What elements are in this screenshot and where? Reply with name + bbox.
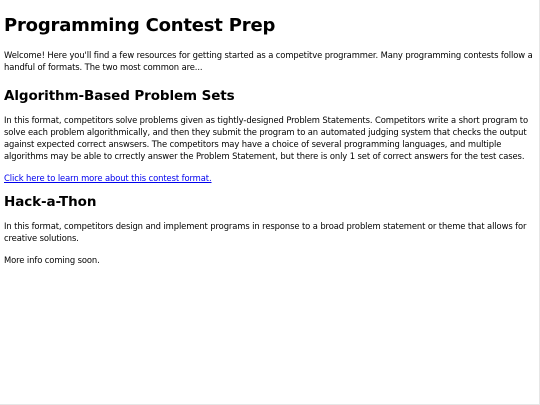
algorithm-section-description: In this format, competitors solve problems given as tightly-designed Problem Statements. Competitors write a short program to solve each problem algorithmically, and then they submit the program to an automated judging system that checks the output against expected correct answsers. The competitors may have a choice of several programming languages, and multiple algorithms may be able to crrectly answer the Problem Statement, but there is only 1 set of correct answers for the test cases. (4, 114, 528, 162)
hackathon-more-info: More info coming soon. (4, 254, 100, 265)
algorithm-link-paragraph (4, 172, 535, 184)
hackathon-section-heading: Hack-a-Thon (4, 194, 97, 211)
algorithm-section-heading: Algorithm-Based Problem Sets (4, 87, 235, 104)
learn-more-link[interactable]: Click here to learn more about this contest format. (4, 172, 212, 183)
intro-paragraph: Welcome! Here you'll find a few resources for getting started as a competitve programmer. Many programming contests follow a handful of formats. The two most common are... (4, 50, 533, 73)
hackathon-section-description: In this format, competitors design and implement programs in response to a broad problem statement or theme that allows for creative solutions. (4, 221, 527, 244)
page-title: Programming Contest Prep (4, 15, 276, 36)
